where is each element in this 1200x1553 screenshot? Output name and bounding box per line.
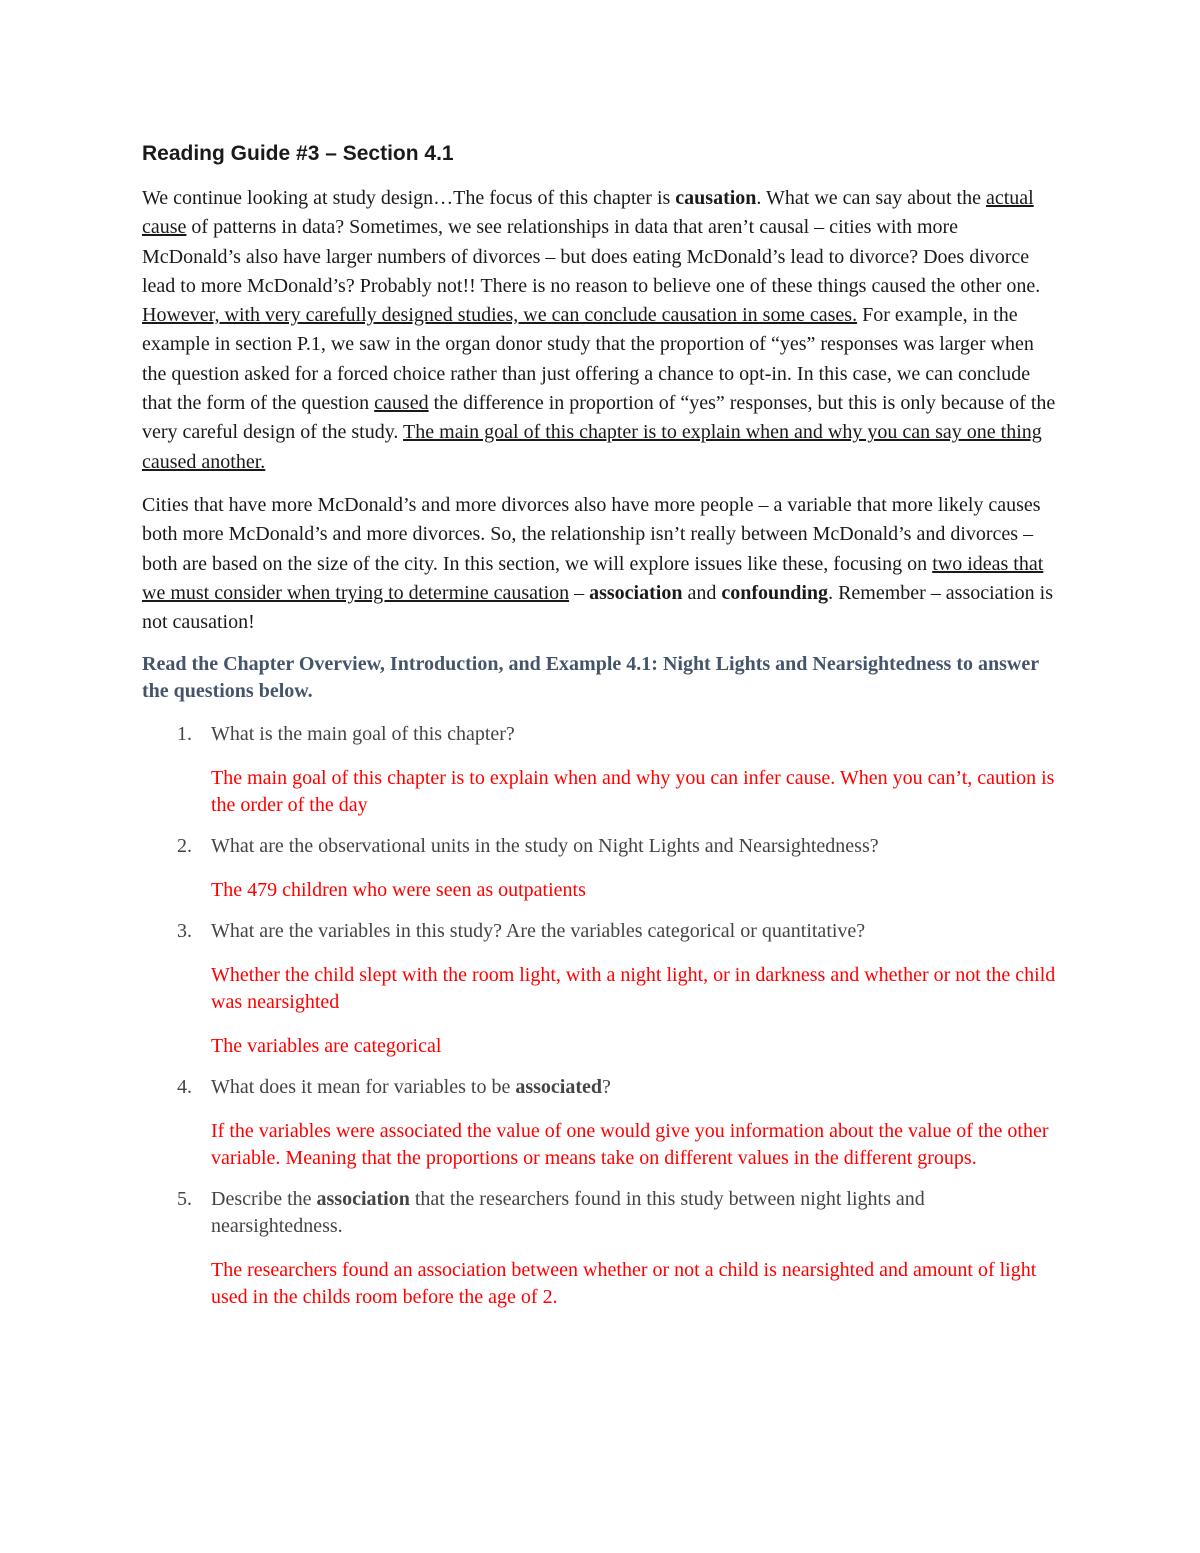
text-run: We continue looking at study design…The focus of this chapter is [142, 187, 676, 209]
question-item [142, 721, 1060, 819]
underlined-sentence: The main goal of this chapter is to explain when and why you can say one thing caused another. [142, 421, 1042, 473]
question-item [142, 1186, 1060, 1311]
mcdonalds-paragraph [142, 491, 1060, 637]
question-item [142, 833, 1060, 904]
underlined-term: caused [374, 392, 429, 415]
text-run: the difference in proportion of “yes” responses, but this is only because of the very careful design of the study. [142, 392, 1056, 444]
text-run: and [682, 581, 722, 604]
question-text: What are the observational units in the study on Night Lights and Nearsightedness? [211, 835, 879, 858]
question-text: What are the variables in this study? Are the variables categorical or quantitative? [211, 920, 866, 943]
answer-text: Whether the child slept with the room light, with a night light, or in darkness and whether or not the child was nearsighted [211, 964, 1056, 1014]
question-number: 1. [177, 723, 192, 746]
answer-text: The main goal of this chapter is to explain when and why you can infer cause. When you can’t, caution is the order of the day [211, 767, 1055, 817]
question-text [211, 1186, 1060, 1240]
intro-paragraph [142, 184, 1060, 477]
text-run: Describe the [211, 1188, 317, 1211]
text-run: – [569, 581, 590, 604]
underlined-sentence: However, with very carefully designed studies, we can conclude causation in some cases. [142, 304, 858, 327]
text-run: that the researchers found in this study between night lights and nearsightedness. [211, 1188, 925, 1238]
text-run: Cities that have more McDonald’s and more divorces also have more people – a variable that more likely causes both more McDonald’s and more divorces. So, the relationship isn’t really between McDonald’s and divorces – both are based on the size of the city. In this section, we will explore issues like these, focusing on [142, 493, 1041, 575]
text-run: . What we can say about the [756, 187, 986, 209]
bold-term: association [589, 581, 683, 604]
bold-term: causation [675, 187, 757, 209]
document-title: Reading Guide #3 – Section 4.1 [142, 142, 454, 165]
section-heading: Read the Chapter Overview, Introduction, and Example 4.1: Night Lights and Nearsightedness to answer the questions below. [142, 653, 1039, 703]
bold-term: association [316, 1188, 410, 1211]
question-number: 4. [177, 1076, 192, 1099]
answer-text: The 479 children who were seen as outpatients [211, 879, 586, 902]
question-item [142, 1074, 1060, 1172]
question-text [211, 1074, 1060, 1101]
question-number: 2. [177, 835, 192, 858]
answer-text: If the variables were associated the value of one would give you information about the value of the other variable. Meaning that the proportions or means take on different values in the different groups. [211, 1120, 1049, 1170]
question-number: 5. [177, 1188, 192, 1211]
question-item [142, 918, 1060, 1060]
answer-text: The researchers found an association between whether or not a child is nearsighted and amount of light used in the childs room before the age of 2. [211, 1259, 1037, 1309]
underlined-phrase: two ideas that we must consider when trying to determine causation [142, 552, 1044, 604]
underlined-term: actual cause [142, 187, 1034, 239]
text-run: For example, in the example in section P.1, we saw in the organ donor study that the proportion of “yes” responses was larger when the question asked for a forced choice rather than just offering a chance to opt-in. In this case, we can conclude that the form of the question [142, 304, 1034, 415]
bold-term: confounding [721, 581, 829, 604]
question-text: What is the main goal of this chapter? [211, 723, 515, 746]
text-run: What does it mean for variables to be [211, 1076, 516, 1099]
answer-text: The variables are categorical [211, 1035, 442, 1058]
text-run: . Remember – association is not causation! [142, 581, 1054, 634]
question-list [142, 721, 1060, 1311]
text-run: of patterns in data? Sometimes, we see relationships in data that aren’t causal – cities with more McDonald’s also have larger numbers of divorces – but does eating McDonald’s lead to divorce? Does divorce lead to more McDonald’s? Probably not!! There is no reason to believe one of these things caused the other one. [142, 216, 1041, 297]
question-number: 3. [177, 920, 192, 943]
text-run: ? [602, 1076, 611, 1099]
bold-term: associated [515, 1076, 603, 1099]
